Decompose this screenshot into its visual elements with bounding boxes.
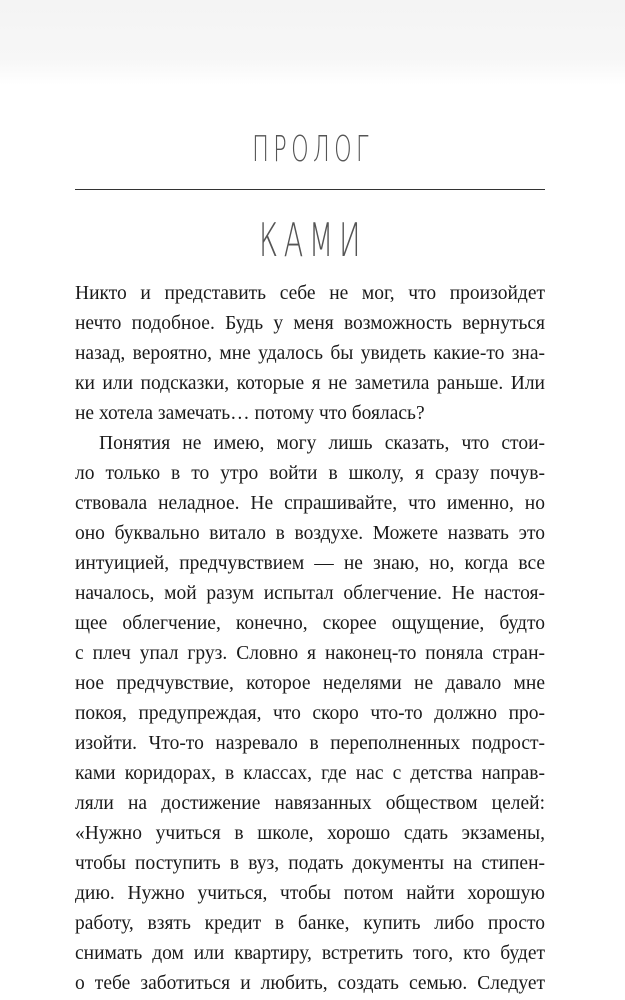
text-line: «Нужно учиться в школе, хорошо сдать экзамены, (75, 823, 545, 844)
text-line: щее облегчение, конечно, скорее ощущение, будто (75, 613, 545, 634)
text-line: ками коридорах, в классах, где нас с детства направ- (75, 763, 545, 784)
text-line: ствовала неладное. Не спрашивайте, что именно, но (75, 493, 545, 514)
chapter-title: КАМИ (258, 213, 367, 267)
prologue-heading: ПРОЛОГ (252, 129, 373, 170)
text-line: началось, мой разум испытал облегчение. Не настоя- (75, 583, 545, 604)
text-line: нечто подобное. Будь у меня возможность вернуться (75, 313, 545, 334)
text-line: назад, вероятно, мне удалось бы увидеть какие-то зна- (75, 343, 545, 364)
text-line: снимать дом или квартиру, встретить того, кто будет (75, 943, 545, 964)
text-line: интуицией, предчувствием — не знаю, но, когда все (75, 553, 545, 574)
text-line: дию. Нужно учиться, чтобы потом найти хорошую (75, 883, 545, 904)
text-line: ное предчувствие, которое неделями не давало мне (75, 673, 545, 694)
page-top-shade (0, 0, 625, 85)
text-line: покоя, предупреждая, что скоро что-то должно про- (75, 703, 545, 724)
text-line: Понятия не имею, могу лишь сказать, что стои- (99, 433, 545, 454)
text-line: ки или подсказки, которые я не заметила раньше. Или (75, 373, 545, 394)
text-line: изойти. Что-то назревало в переполненных подрост- (75, 733, 545, 754)
text-line: чтобы поступить в вуз, подать документы на стипен- (75, 853, 545, 874)
text-line: работу, взять кредит в банке, купить либо просто (75, 913, 545, 934)
heading-divider (75, 189, 545, 190)
text-line: Никто и представить себе не мог, что произойдет (75, 283, 545, 304)
text-line: о тебе заботиться и любить, создать семью. Следует (75, 973, 545, 994)
text-line: не хотела замечать… потому что боялась? (75, 403, 425, 424)
text-line: ло только в то утро войти в школу, я сразу почув- (75, 463, 545, 484)
text-line: оно буквально витало в воздухе. Можете назвать это (75, 523, 545, 544)
text-line: ляли на достижение навязанных обществом целей: (75, 793, 545, 814)
text-line: с плеч упал груз. Словно я наконец-то поняла стран- (75, 643, 545, 664)
